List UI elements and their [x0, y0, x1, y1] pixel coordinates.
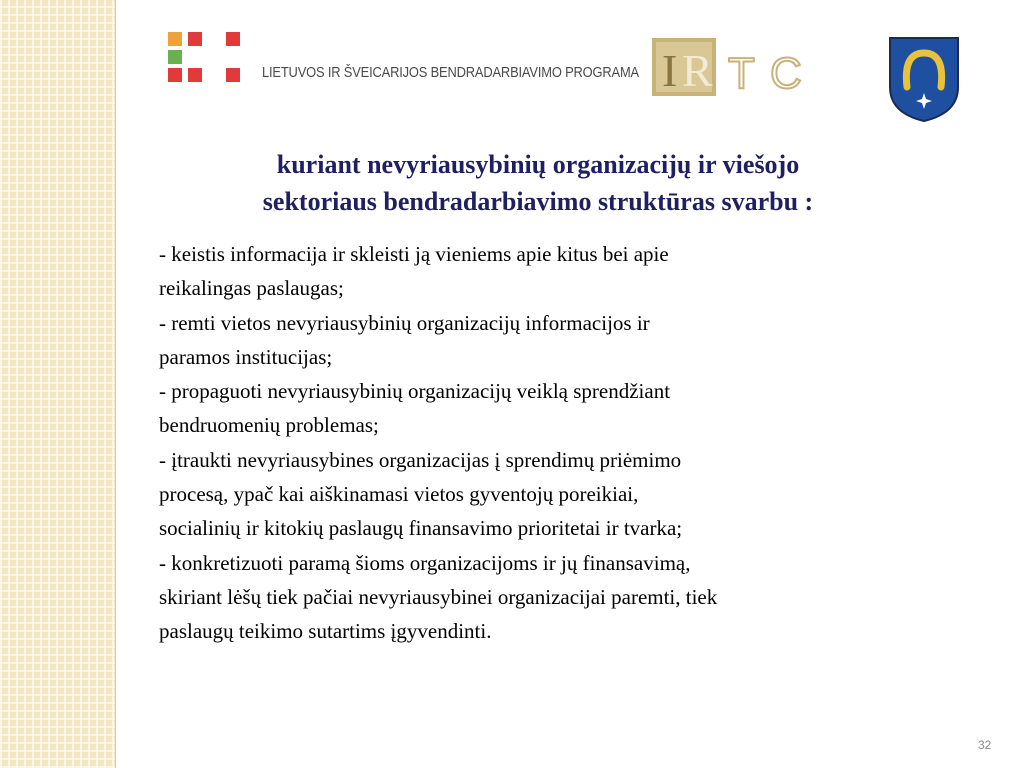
logo-square-red — [226, 68, 240, 82]
decorative-side-strip — [0, 0, 116, 768]
programme-name: LIETUVOS IR ŠVEICARIJOS BENDRADARBIAVIMO PROGRAMA — [262, 64, 639, 81]
logo-square-red — [188, 68, 202, 82]
page-number: 32 — [978, 738, 992, 752]
body-line: - propaguoti nevyriausybinių organizacijų veiklą sprendžiant — [159, 379, 671, 404]
body-line: paslaugų teikimo sutartims įgyvendinti. — [159, 619, 492, 644]
body-line: skiriant lėšų tiek pačiai nevyriausybinei organizacijai paremti, tiek — [159, 584, 718, 609]
body-line: procesą, ypač kai aiškinamasi vietos gyventojų poreikiai, — [159, 482, 639, 507]
body-line: bendruomenių problemas; — [159, 413, 379, 438]
rtc-logo — [652, 38, 842, 98]
body-line: - įtraukti nevyriausybines organizacijas į sprendimų priėmimo — [159, 447, 682, 472]
body-line: socialinių ir kitokių paslaugų finansavimo prioritetai ir tvarka; — [159, 516, 683, 541]
body-line: - keistis informacija ir skleisti ją vieniems apie kitus bei apie — [159, 242, 669, 266]
svg-text:R: R — [682, 45, 713, 96]
logo-square-orange — [168, 32, 182, 46]
slide-title — [150, 146, 926, 220]
body-line: reikalingas paslaugas; — [159, 276, 344, 301]
body-line: - konkretizuoti paramą šioms organizacijoms ir jų finansavimą, — [159, 550, 691, 575]
svg-text:I: I — [662, 45, 678, 96]
svg-text:C: C — [770, 49, 802, 98]
logo-square-red — [226, 32, 240, 46]
svg-text:T: T — [728, 49, 755, 98]
horseshoe-coat-of-arms — [887, 35, 961, 123]
logo-square-green — [168, 50, 182, 64]
logo-square-red — [168, 68, 182, 82]
logo-square-red — [188, 32, 202, 46]
title-line: kuriant nevyriausybinių organizacijų ir viešojo — [276, 150, 800, 179]
title-line: sektoriaus bendradarbiavimo struktūras svarbu : — [262, 187, 814, 216]
body-line: paramos institucijas; — [159, 344, 333, 369]
body-text — [159, 237, 939, 649]
body-line: - remti vietos nevyriausybinių organizacijų informacijos ir — [159, 310, 650, 335]
